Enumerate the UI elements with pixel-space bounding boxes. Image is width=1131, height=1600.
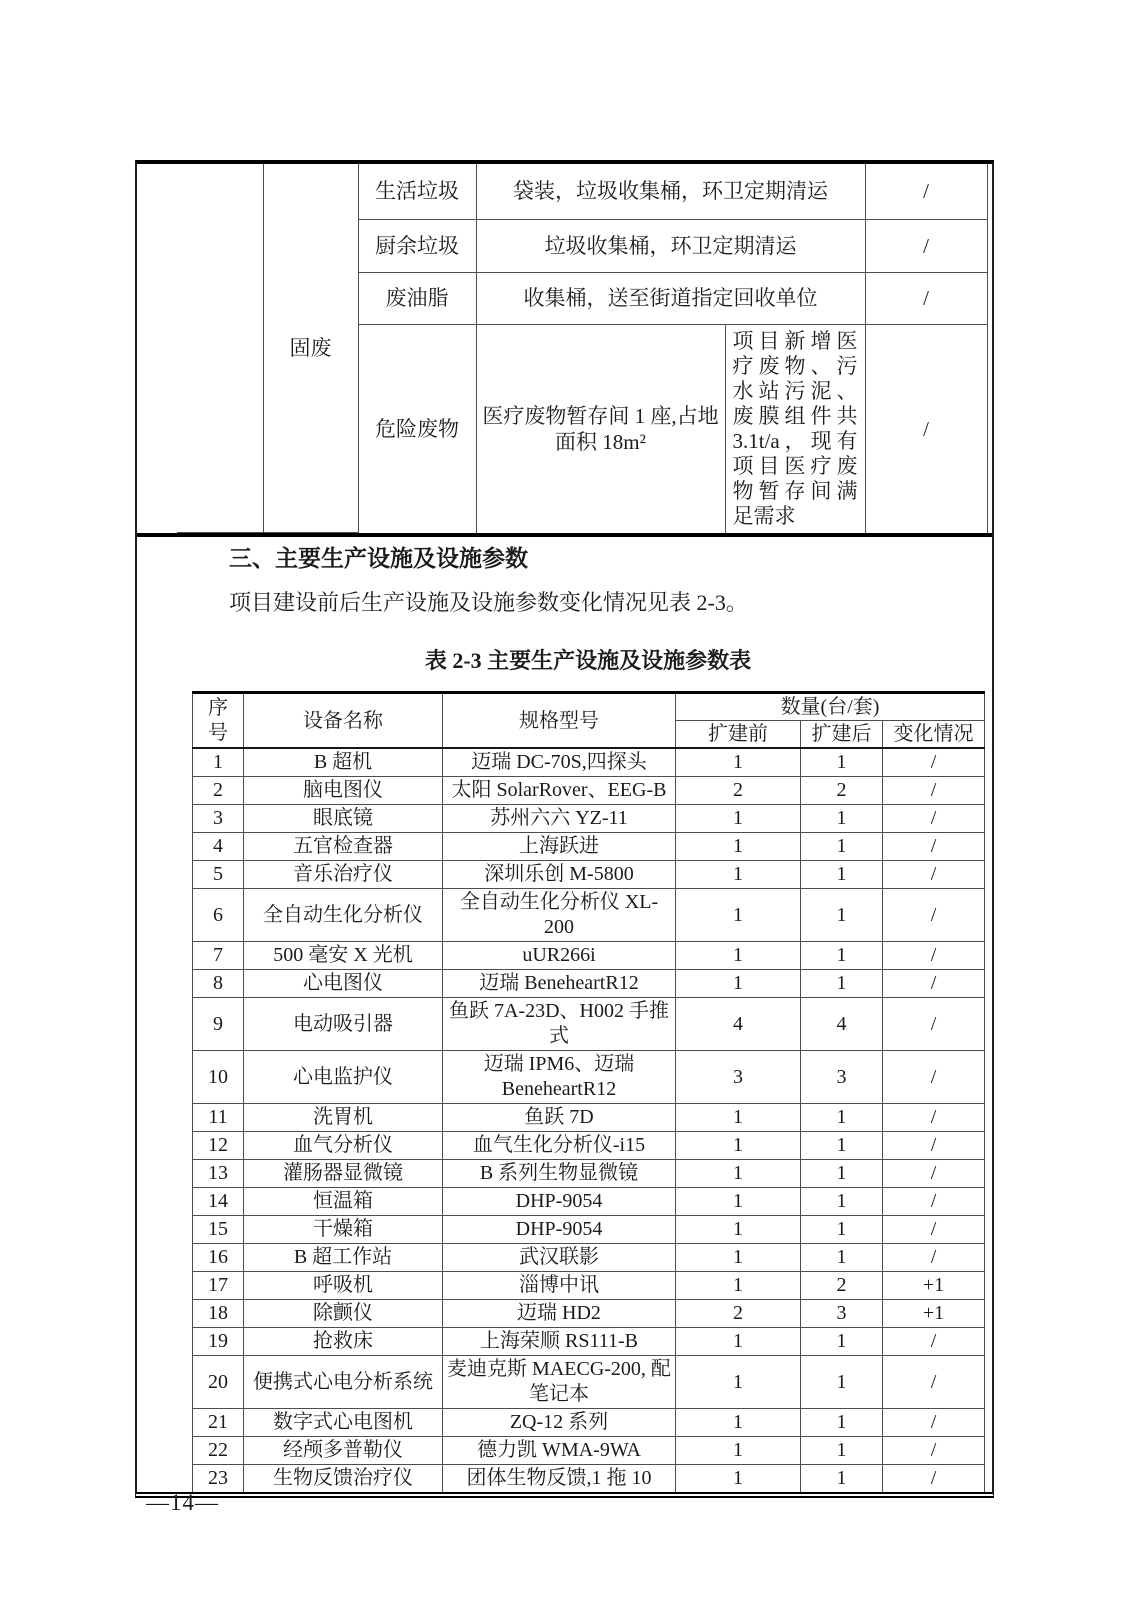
cell-after: 2 bbox=[801, 777, 883, 805]
waste-measure-cell: 收集桶，送至街道指定回收单位 bbox=[476, 272, 865, 324]
cell-name: 脑电图仪 bbox=[244, 777, 443, 805]
equipment-table bbox=[192, 691, 985, 1492]
cell-after: 1 bbox=[801, 1160, 883, 1188]
header-name: 设备名称 bbox=[244, 693, 443, 749]
cell-before: 1 bbox=[676, 1409, 801, 1437]
cell-name: 干燥箱 bbox=[244, 1216, 443, 1244]
equipment-row bbox=[193, 1356, 985, 1409]
cell-after: 1 bbox=[801, 805, 883, 833]
cell-before: 1 bbox=[676, 833, 801, 861]
cell-spec: B 系列生物显微镜 bbox=[443, 1160, 676, 1188]
cell-change: / bbox=[883, 889, 985, 942]
cell-change: / bbox=[883, 1051, 985, 1104]
cell-index: 14 bbox=[193, 1188, 244, 1216]
cell-name: 洗胃机 bbox=[244, 1104, 443, 1132]
cell-change: / bbox=[883, 970, 985, 998]
cell-spec: ZQ-12 系列 bbox=[443, 1409, 676, 1437]
cell-change: / bbox=[883, 1465, 985, 1493]
cell-before: 1 bbox=[676, 970, 801, 998]
cell-before: 1 bbox=[676, 1465, 801, 1493]
cell-before: 1 bbox=[676, 1437, 801, 1465]
cell-change: / bbox=[883, 1244, 985, 1272]
equipment-row bbox=[193, 1409, 985, 1437]
cell-index: 23 bbox=[193, 1465, 244, 1493]
cell-change: +1 bbox=[883, 1272, 985, 1300]
section-paragraph: 项目建设前后生产设施及设施参数变化情况见表 2-3。 bbox=[229, 590, 748, 615]
cell-index: 9 bbox=[193, 998, 244, 1051]
cell-change: / bbox=[883, 833, 985, 861]
section-divider bbox=[137, 533, 992, 537]
cell-index: 16 bbox=[193, 1244, 244, 1272]
cell-name: 呼吸机 bbox=[244, 1272, 443, 1300]
cell-before: 1 bbox=[676, 805, 801, 833]
equipment-row bbox=[193, 1216, 985, 1244]
cell-index: 10 bbox=[193, 1051, 244, 1104]
header-index: 序号 bbox=[193, 693, 244, 749]
cell-index: 7 bbox=[193, 942, 244, 970]
waste-measure-cell: 垃圾收集桶，环卫定期清运 bbox=[476, 219, 865, 272]
cell-index: 15 bbox=[193, 1216, 244, 1244]
cell-spec: 迈瑞 HD2 bbox=[443, 1300, 676, 1328]
cell-change: / bbox=[883, 1437, 985, 1465]
cell-spec: 太阳 SolarRover、EEG-B bbox=[443, 777, 676, 805]
waste-item-cell: 危险废物 bbox=[358, 324, 476, 533]
cell-before: 1 bbox=[676, 861, 801, 889]
cell-spec: 迈瑞 DC-70S,四探头 bbox=[443, 748, 676, 777]
cell-before: 1 bbox=[676, 1216, 801, 1244]
cell-before: 3 bbox=[676, 1051, 801, 1104]
cell-spec: 血气生化分析仪-i15 bbox=[443, 1132, 676, 1160]
cell-after: 1 bbox=[801, 861, 883, 889]
equipment-row bbox=[193, 1188, 985, 1216]
cell-spec: 武汉联影 bbox=[443, 1244, 676, 1272]
cell-after: 1 bbox=[801, 1465, 883, 1493]
cell-spec: 鱼跃 7A-23D、H002 手推式 bbox=[443, 998, 676, 1051]
cell-index: 12 bbox=[193, 1132, 244, 1160]
cell-change: / bbox=[883, 1409, 985, 1437]
table-title: 表 2-3 主要生产设施及设施参数表 bbox=[424, 648, 752, 673]
equipment-row bbox=[193, 1160, 985, 1188]
waste-item-cell: 废油脂 bbox=[358, 272, 476, 324]
cell-after: 1 bbox=[801, 1216, 883, 1244]
cell-after: 4 bbox=[801, 998, 883, 1051]
equipment-row bbox=[193, 861, 985, 889]
cell-after: 1 bbox=[801, 833, 883, 861]
cell-name: 音乐治疗仪 bbox=[244, 861, 443, 889]
form-frame bbox=[135, 160, 994, 1498]
cell-before: 1 bbox=[676, 1244, 801, 1272]
cell-change: / bbox=[883, 1216, 985, 1244]
cell-index: 8 bbox=[193, 970, 244, 998]
waste-disposal-table bbox=[177, 164, 988, 533]
cell-index: 18 bbox=[193, 1300, 244, 1328]
equipment-row bbox=[193, 748, 985, 777]
cell-before: 1 bbox=[676, 942, 801, 970]
cell-before: 1 bbox=[676, 1188, 801, 1216]
equipment-row bbox=[193, 1104, 985, 1132]
cell-index: 1 bbox=[193, 748, 244, 777]
cell-spec: 上海荣顺 RS111-B bbox=[443, 1328, 676, 1356]
cell-after: 3 bbox=[801, 1051, 883, 1104]
cell-change: / bbox=[883, 1356, 985, 1409]
waste-category-cell: 固废 bbox=[263, 164, 358, 533]
cell-index: 13 bbox=[193, 1160, 244, 1188]
cell-change: / bbox=[883, 861, 985, 889]
cell-name: 灌肠器显微镜 bbox=[244, 1160, 443, 1188]
cell-change: / bbox=[883, 1188, 985, 1216]
cell-name: 数字式心电图机 bbox=[244, 1409, 443, 1437]
cell-spec: uUR266i bbox=[443, 942, 676, 970]
cell-before: 1 bbox=[676, 889, 801, 942]
equipment-row bbox=[193, 889, 985, 942]
cell-spec: 淄博中讯 bbox=[443, 1272, 676, 1300]
cell-spec: 团体生物反馈,1 拖 10 bbox=[443, 1465, 676, 1493]
cell-spec: 迈瑞 IPM6、迈瑞 BeneheartR12 bbox=[443, 1051, 676, 1104]
cell-after: 3 bbox=[801, 1300, 883, 1328]
cell-index: 4 bbox=[193, 833, 244, 861]
cell-after: 1 bbox=[801, 1437, 883, 1465]
equipment-row bbox=[193, 970, 985, 998]
cell-spec: 苏州六六 YZ-11 bbox=[443, 805, 676, 833]
waste-value-cell: / bbox=[865, 272, 987, 324]
header-before: 扩建前 bbox=[676, 721, 801, 749]
cell-name: 电动吸引器 bbox=[244, 998, 443, 1051]
cell-after: 1 bbox=[801, 1132, 883, 1160]
cell-change: / bbox=[883, 1104, 985, 1132]
cell-name: 恒温箱 bbox=[244, 1188, 443, 1216]
waste-note-cell: 项目新增医疗废物、污水站污泥、废膜组件共 3.1t/a，现有项目医疗废物暂存间满足需求 bbox=[725, 324, 865, 533]
cell-before: 1 bbox=[676, 1272, 801, 1300]
continuation-cell bbox=[177, 164, 263, 533]
cell-after: 1 bbox=[801, 1188, 883, 1216]
waste-value-cell: / bbox=[865, 164, 987, 219]
cell-name: 心电图仪 bbox=[244, 970, 443, 998]
cell-before: 2 bbox=[676, 777, 801, 805]
cell-before: 2 bbox=[676, 1300, 801, 1328]
equipment-row bbox=[193, 805, 985, 833]
cell-change: / bbox=[883, 805, 985, 833]
cell-change: / bbox=[883, 998, 985, 1051]
cell-index: 3 bbox=[193, 805, 244, 833]
cell-name: B 超工作站 bbox=[244, 1244, 443, 1272]
cell-after: 1 bbox=[801, 1409, 883, 1437]
cell-change: +1 bbox=[883, 1300, 985, 1328]
cell-index: 2 bbox=[193, 777, 244, 805]
equipment-row bbox=[193, 942, 985, 970]
equipment-row bbox=[193, 777, 985, 805]
cell-after: 2 bbox=[801, 1272, 883, 1300]
cell-after: 1 bbox=[801, 748, 883, 777]
cell-after: 1 bbox=[801, 942, 883, 970]
cell-before: 1 bbox=[676, 1132, 801, 1160]
header-spec: 规格型号 bbox=[443, 693, 676, 749]
cell-after: 1 bbox=[801, 970, 883, 998]
equipment-row bbox=[193, 1051, 985, 1104]
cell-name: 抢救床 bbox=[244, 1328, 443, 1356]
cell-index: 17 bbox=[193, 1272, 244, 1300]
cell-spec: DHP-9054 bbox=[443, 1216, 676, 1244]
equipment-row bbox=[193, 1465, 985, 1493]
equipment-row bbox=[193, 1437, 985, 1465]
equipment-header-row bbox=[193, 693, 985, 721]
cell-after: 1 bbox=[801, 889, 883, 942]
cell-before: 1 bbox=[676, 1104, 801, 1132]
cell-name: 心电监护仪 bbox=[244, 1051, 443, 1104]
cell-name: 血气分析仪 bbox=[244, 1132, 443, 1160]
cell-change: / bbox=[883, 748, 985, 777]
waste-value-cell: / bbox=[865, 219, 987, 272]
cell-name: 眼底镜 bbox=[244, 805, 443, 833]
cell-name: 除颤仪 bbox=[244, 1300, 443, 1328]
equipment-row bbox=[193, 1132, 985, 1160]
cell-after: 1 bbox=[801, 1328, 883, 1356]
cell-before: 1 bbox=[676, 1356, 801, 1409]
cell-name: 500 毫安 X 光机 bbox=[244, 942, 443, 970]
cell-spec: DHP-9054 bbox=[443, 1188, 676, 1216]
cell-name: 经颅多普勒仪 bbox=[244, 1437, 443, 1465]
cell-index: 6 bbox=[193, 889, 244, 942]
waste-row bbox=[177, 164, 987, 219]
cell-spec: 德力凯 WMA-9WA bbox=[443, 1437, 676, 1465]
header-change: 变化情况 bbox=[883, 721, 985, 749]
equipment-row bbox=[193, 833, 985, 861]
equipment-row bbox=[193, 998, 985, 1051]
cell-name: B 超机 bbox=[244, 748, 443, 777]
waste-item-cell: 生活垃圾 bbox=[358, 164, 476, 219]
cell-change: / bbox=[883, 1160, 985, 1188]
cell-name: 全自动生化分析仪 bbox=[244, 889, 443, 942]
cell-spec: 全自动生化分析仪 XL-200 bbox=[443, 889, 676, 942]
waste-measure-cell: 医疗废物暂存间 1 座,占地面积 18m² bbox=[476, 324, 725, 533]
cell-spec: 迈瑞 BeneheartR12 bbox=[443, 970, 676, 998]
equipment-row bbox=[193, 1272, 985, 1300]
cell-after: 1 bbox=[801, 1104, 883, 1132]
page-number: —14— bbox=[146, 1490, 219, 1515]
waste-item-cell: 厨余垃圾 bbox=[358, 219, 476, 272]
cell-index: 5 bbox=[193, 861, 244, 889]
cell-change: / bbox=[883, 1132, 985, 1160]
cell-before: 4 bbox=[676, 998, 801, 1051]
cell-index: 22 bbox=[193, 1437, 244, 1465]
cell-before: 1 bbox=[676, 748, 801, 777]
cell-after: 1 bbox=[801, 1244, 883, 1272]
cell-spec: 麦迪克斯 MAECG-200, 配笔记本 bbox=[443, 1356, 676, 1409]
equipment-row bbox=[193, 1300, 985, 1328]
equipment-row bbox=[193, 1244, 985, 1272]
cell-spec: 深圳乐创 M-5800 bbox=[443, 861, 676, 889]
cell-index: 20 bbox=[193, 1356, 244, 1409]
cell-name: 便携式心电分析系统 bbox=[244, 1356, 443, 1409]
cell-after: 1 bbox=[801, 1356, 883, 1409]
cell-spec: 上海跃进 bbox=[443, 833, 676, 861]
cell-before: 1 bbox=[676, 1328, 801, 1356]
cell-index: 21 bbox=[193, 1409, 244, 1437]
header-after: 扩建后 bbox=[801, 721, 883, 749]
cell-change: / bbox=[883, 777, 985, 805]
section-heading: 三、主要生产设施及设施参数 bbox=[229, 546, 528, 571]
cell-spec: 鱼跃 7D bbox=[443, 1104, 676, 1132]
cell-change: / bbox=[883, 942, 985, 970]
cell-name: 生物反馈治疗仪 bbox=[244, 1465, 443, 1493]
equipment-row bbox=[193, 1328, 985, 1356]
waste-value-cell: / bbox=[865, 324, 987, 533]
header-quantity-group: 数量(台/套) bbox=[676, 693, 985, 721]
cell-index: 11 bbox=[193, 1104, 244, 1132]
cell-before: 1 bbox=[676, 1160, 801, 1188]
waste-measure-cell: 袋装，垃圾收集桶，环卫定期清运 bbox=[476, 164, 865, 219]
cell-index: 19 bbox=[193, 1328, 244, 1356]
cell-name: 五官检查器 bbox=[244, 833, 443, 861]
cell-change: / bbox=[883, 1328, 985, 1356]
